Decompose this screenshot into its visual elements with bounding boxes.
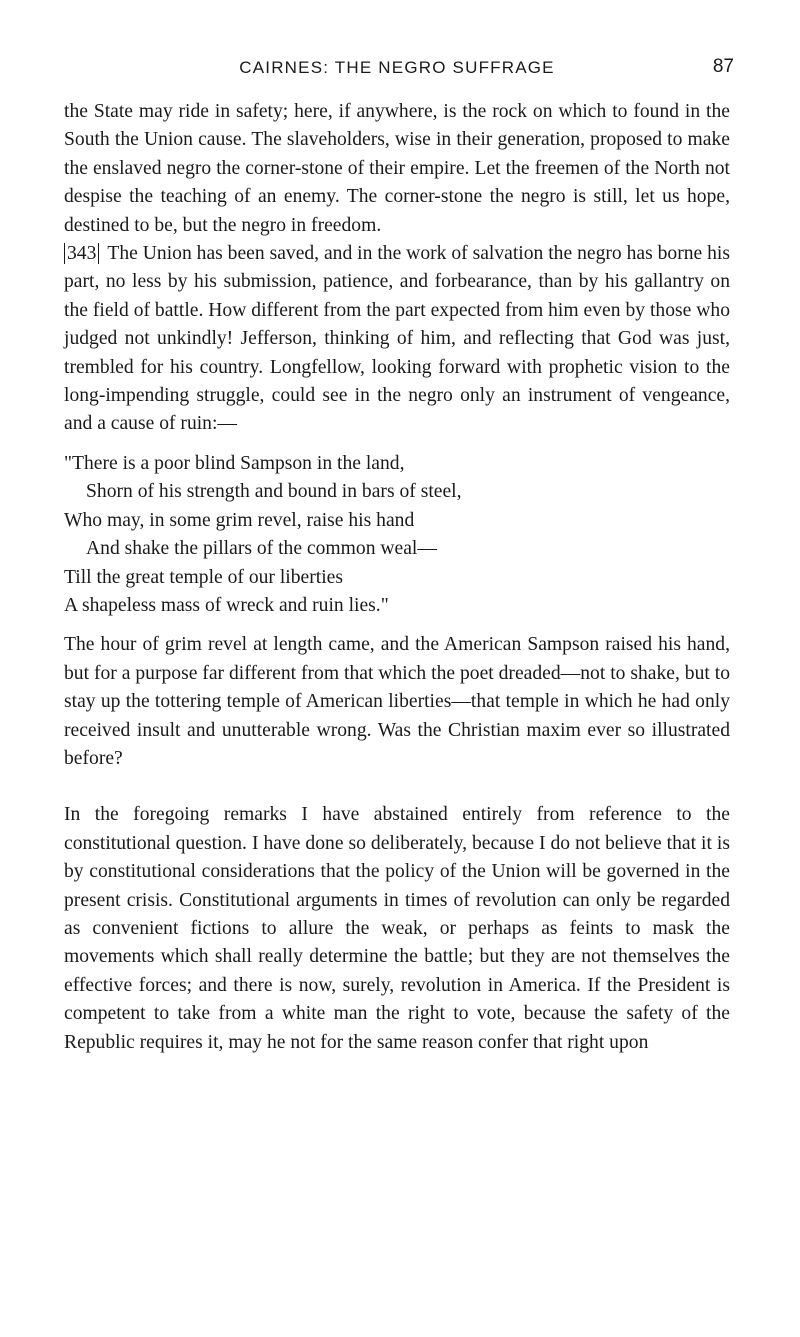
paragraph-2 <box>64 240 730 439</box>
running-head <box>64 52 734 86</box>
paragraph-4: In the foregoing remarks I have abstained entirely from reference to the constitutional question. I have done so deliberately, because I do not believe that it is by constitutional considerations that the policy of the Union will be governed in the present crisis. Constitutional arguments in times of revolution can only be regarded as convenient fictions to allure the weak, or perhaps as feints to mask the movements which shall really determine the battle; but they are not themselves the effective forces; and there is now, surely, revolution in America. If the President is competent to take from a white man the right to vote, because the safety of the Republic requires it, may he not for the same reason confer that right upon <box>64 804 730 1053</box>
paragraph-2-text: The Union has been saved, and in the work of salvation the negro has borne his part, no less by his submission, patience, and forbearance, than by his gallantry on the field of battle. How different from the part expected from him even by those who judged not unkindly! Jefferson, thinking of him, and reflecting that God was just, trembled for his country. Longfellow, looking forward with prophetic vision to the long-impending struggle, could see in the negro only an instrument of vengeance, and a cause of ruin:— <box>64 243 730 435</box>
paragraph-3: The hour of grim revel at length came, and the American Sampson raised his hand, but for a purpose far different from that which the poet dreaded—not to shake, but to stay up the tottering temple of American liberties—that temple in which he had only received insult and unutterable wrong. Was the Christian maxim ever so illustrated before? <box>64 634 730 769</box>
page-marker: 343 <box>64 243 99 264</box>
verse-line: "There is a poor blind Sampson in the land, <box>64 452 405 474</box>
verse-line: Till the great temple of our liberties <box>64 566 343 588</box>
running-title: CAIRNES: THE NEGRO SUFFRAGE <box>239 58 555 77</box>
book-page <box>64 52 734 1057</box>
verse-line: Who may, in some grim revel, raise his hand <box>64 509 415 531</box>
verse-line: A shapeless mass of wreck and ruin lies." <box>64 594 389 616</box>
verse-line: And shake the pillars of the common weal— <box>86 538 437 560</box>
verse-line: Shorn of his strength and bound in bars of steel, <box>86 481 462 503</box>
body-text <box>64 98 730 1057</box>
paragraph-1: the State may ride in safety; here, if anywhere, is the rock on which to found in the South the Union cause. The slaveholders, wise in their generation, proposed to make the enslaved negro the corner-stone of their empire. Let the freemen of the North not despise the teaching of an enemy. The corner-stone the negro is still, let us hope, destined to be, but the negro in freedom. <box>64 101 730 236</box>
verse-quote <box>64 450 730 620</box>
page-number: 87 <box>712 56 734 77</box>
